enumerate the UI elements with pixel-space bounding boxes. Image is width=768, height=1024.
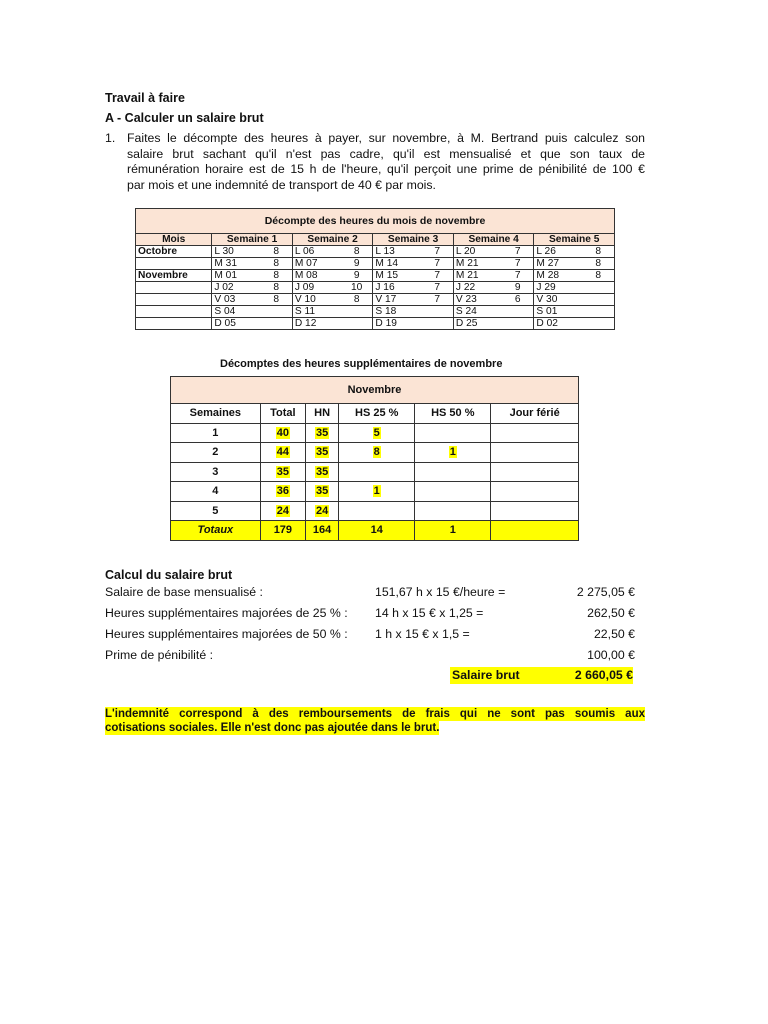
calcul-amount: 100,00 € xyxy=(587,648,635,662)
table-hs-header: HN xyxy=(306,404,339,424)
cell-day: M 08 xyxy=(292,270,341,282)
calcul-amount: 2 275,05 € xyxy=(576,585,635,599)
cell-hours xyxy=(260,306,292,318)
table-decompte-header: Semaine 3 xyxy=(373,234,454,246)
cell-day: S 11 xyxy=(292,306,341,318)
cell-hours: 8 xyxy=(583,270,615,282)
table-hs-cell xyxy=(491,423,579,443)
cell-day: V 23 xyxy=(453,294,502,306)
cell-hours: 9 xyxy=(502,282,534,294)
table-hs-value: 35 xyxy=(315,465,329,478)
table-hs-cell xyxy=(339,501,415,521)
calcul-formula: 151,67 h x 15 €/heure = xyxy=(375,585,506,599)
table-hs-value: 3 xyxy=(212,465,219,478)
cell-day: L 26 xyxy=(534,246,583,258)
calcul-amount: 262,50 € xyxy=(587,606,635,620)
calcul-title: Calcul du salaire brut xyxy=(105,568,233,582)
cell-hours xyxy=(583,318,615,330)
cell-mois xyxy=(136,306,212,318)
cell-hours: 7 xyxy=(422,246,454,258)
table-row xyxy=(171,423,579,443)
table-decompte-header: Semaine 4 xyxy=(453,234,534,246)
calcul-formula: 1 h x 15 € x 1,5 = xyxy=(375,627,470,641)
cell-hours: 8 xyxy=(260,282,292,294)
table-hs-value: 44 xyxy=(276,446,289,459)
table-row xyxy=(171,443,579,463)
cell-day: M 21 xyxy=(453,270,502,282)
table-hs-cell xyxy=(491,462,579,482)
cell-hours: 8 xyxy=(583,246,615,258)
table-hs-value: 35 xyxy=(276,465,289,478)
table-decompte-heures xyxy=(135,208,615,330)
cell-hours: 9 xyxy=(341,258,373,270)
table-hs-value: 8 xyxy=(373,446,380,459)
table-hs-cell xyxy=(339,423,415,443)
table-hs-value: 5 xyxy=(373,426,380,439)
cell-hours: 7 xyxy=(422,258,454,270)
table-hs-value: 35 xyxy=(315,485,329,498)
cell-hours xyxy=(341,306,373,318)
table-hs-cell xyxy=(306,501,339,521)
table-hs-cell xyxy=(415,501,491,521)
cell-day: S 24 xyxy=(453,306,502,318)
table-hs-cell xyxy=(339,443,415,463)
salaire-brut-amount: 2 660,05 € xyxy=(574,668,633,682)
table-hs-cell xyxy=(171,423,261,443)
table-row xyxy=(171,462,579,482)
cell-hours: 10 xyxy=(341,282,373,294)
table-row xyxy=(136,306,615,318)
cell-hours: 8 xyxy=(260,270,292,282)
table-row xyxy=(136,294,615,306)
cell-hours: 7 xyxy=(502,258,534,270)
note-line-2: cotisations sociales. Elle n'est donc pas ajoutée dans le brut. xyxy=(105,722,440,734)
table-hs-cell xyxy=(415,482,491,502)
cell-hours: 7 xyxy=(422,270,454,282)
table-hs-header: Semaines xyxy=(171,404,261,424)
heading-section-a: A - Calculer un salaire brut xyxy=(105,111,264,125)
cell-mois: Novembre xyxy=(136,270,212,282)
table-hs-cell xyxy=(260,423,305,443)
table-hs-cell xyxy=(260,462,305,482)
cell-hours: 6 xyxy=(502,294,534,306)
cell-day: M 21 xyxy=(453,258,502,270)
cell-day: L 06 xyxy=(292,246,341,258)
table-hs-cell xyxy=(491,443,579,463)
table-hs-total-cell: 14 xyxy=(339,521,415,541)
table-decompte-title: Décompte des heures du mois de novembre xyxy=(136,209,615,234)
table-hs-total-cell: 179 xyxy=(260,521,305,541)
table-hs-cell xyxy=(171,482,261,502)
cell-hours: 7 xyxy=(422,282,454,294)
cell-day: M 14 xyxy=(373,258,422,270)
calcul-label: Prime de pénibilité : xyxy=(105,648,213,662)
table-hs-cell xyxy=(306,423,339,443)
table-decompte-header: Semaine 5 xyxy=(534,234,615,246)
table-decompte-header: Mois xyxy=(136,234,212,246)
note-line-1: L'indemnité correspond à des remboursements de frais qui ne sont pas soumis aux xyxy=(105,708,645,720)
cell-day: V 30 xyxy=(534,294,583,306)
heading-travail-a-faire: Travail à faire xyxy=(105,91,185,105)
calcul-row xyxy=(105,585,635,603)
cell-mois xyxy=(136,282,212,294)
cell-day: D 19 xyxy=(373,318,422,330)
table-hs-header: Total xyxy=(260,404,305,424)
cell-hours xyxy=(583,282,615,294)
calcul-label: Salaire de base mensualisé : xyxy=(105,585,263,599)
table-hs-cell xyxy=(415,462,491,482)
cell-day: S 18 xyxy=(373,306,422,318)
table-hs-value: 40 xyxy=(276,426,289,439)
calcul-label: Heures supplémentaires majorées de 25 % : xyxy=(105,606,348,620)
calcul-formula: 14 h x 15 € x 1,25 = xyxy=(375,606,484,620)
cell-hours: 8 xyxy=(260,258,292,270)
table-hs-cell xyxy=(171,501,261,521)
task-number: 1. xyxy=(105,131,116,145)
note-indemnite xyxy=(105,707,645,735)
calcul-amount: 22,50 € xyxy=(593,627,635,641)
table-row xyxy=(136,270,615,282)
task-line: salaire brut sachant qu'il n'est pas cadre, qu'il est mensualisé et que son taux de xyxy=(127,146,645,161)
table-hs-value: 1 xyxy=(449,446,456,459)
table-hs-value: 35 xyxy=(315,426,329,439)
cell-day: L 30 xyxy=(212,246,261,258)
table-hs-caption: Décomptes des heures supplémentaires de novembre xyxy=(220,358,503,370)
cell-hours xyxy=(583,306,615,318)
cell-mois xyxy=(136,294,212,306)
table-decompte-header: Semaine 1 xyxy=(212,234,293,246)
table-row xyxy=(136,282,615,294)
cell-mois xyxy=(136,318,212,330)
calcul-row xyxy=(105,627,635,645)
table-heures-supplementaires xyxy=(170,376,579,541)
cell-day: D 12 xyxy=(292,318,341,330)
salaire-brut-total xyxy=(450,667,633,684)
table-row xyxy=(136,258,615,270)
cell-hours xyxy=(502,318,534,330)
table-hs-cell xyxy=(260,443,305,463)
table-hs-totals-row xyxy=(171,521,579,541)
table-hs-value: 4 xyxy=(212,485,219,498)
table-hs-header: HS 50 % xyxy=(415,404,491,424)
table-hs-total-cell: Totaux xyxy=(171,521,261,541)
table-hs-header: Jour férié xyxy=(491,404,579,424)
table-hs-value: 24 xyxy=(315,504,329,517)
table-row xyxy=(171,501,579,521)
cell-mois xyxy=(136,258,212,270)
table-hs-value: 1 xyxy=(212,426,219,439)
cell-day: J 29 xyxy=(534,282,583,294)
cell-day: V 17 xyxy=(373,294,422,306)
table-hs-value: 1 xyxy=(373,485,380,498)
table-hs-value: 35 xyxy=(315,446,329,459)
cell-day: V 03 xyxy=(212,294,261,306)
table-hs-value: 2 xyxy=(212,446,219,459)
cell-hours xyxy=(583,294,615,306)
cell-day: J 22 xyxy=(453,282,502,294)
task-line: Faites le décompte des heures à payer, sur novembre, à M. Bertrand puis calculez son xyxy=(127,131,645,145)
table-hs-cell xyxy=(260,482,305,502)
table-hs-header: HS 25 % xyxy=(339,404,415,424)
cell-day: J 02 xyxy=(212,282,261,294)
table-hs-cell xyxy=(415,443,491,463)
cell-hours: 7 xyxy=(502,270,534,282)
cell-day: M 07 xyxy=(292,258,341,270)
cell-day: M 31 xyxy=(212,258,261,270)
cell-day: J 09 xyxy=(292,282,341,294)
cell-hours: 8 xyxy=(341,294,373,306)
calcul-row xyxy=(105,648,635,666)
table-hs-cell xyxy=(171,443,261,463)
table-hs-total-cell: 1 xyxy=(415,521,491,541)
cell-day: M 01 xyxy=(212,270,261,282)
calcul-label: Heures supplémentaires majorées de 50 % : xyxy=(105,627,348,641)
table-row xyxy=(136,246,615,258)
cell-hours xyxy=(502,306,534,318)
cell-day: J 16 xyxy=(373,282,422,294)
cell-day: L 13 xyxy=(373,246,422,258)
cell-hours: 8 xyxy=(583,258,615,270)
salaire-brut-label: Salaire brut xyxy=(452,668,520,682)
cell-day: S 04 xyxy=(212,306,261,318)
task-line: rémunération horaire est de 15 h de l'heure, qu'il perçoit une prime de pénibilité de 100 € xyxy=(127,162,645,176)
cell-day: D 05 xyxy=(212,318,261,330)
table-hs-cell xyxy=(260,501,305,521)
cell-hours: 7 xyxy=(502,246,534,258)
table-hs-cell xyxy=(339,462,415,482)
calcul-row xyxy=(105,606,635,624)
table-hs-cell xyxy=(339,482,415,502)
table-hs-cell xyxy=(306,482,339,502)
cell-day: M 28 xyxy=(534,270,583,282)
cell-hours xyxy=(422,306,454,318)
cell-day: L 20 xyxy=(453,246,502,258)
cell-day: S 01 xyxy=(534,306,583,318)
cell-hours xyxy=(422,318,454,330)
table-row xyxy=(136,318,615,330)
table-hs-total-cell xyxy=(491,521,579,541)
table-hs-cell xyxy=(491,501,579,521)
table-hs-cell xyxy=(306,443,339,463)
cell-day: M 27 xyxy=(534,258,583,270)
table-decompte-header: Semaine 2 xyxy=(292,234,373,246)
cell-hours: 9 xyxy=(341,270,373,282)
table-hs-cell xyxy=(415,423,491,443)
cell-hours xyxy=(341,318,373,330)
table-hs-value: 24 xyxy=(276,504,289,517)
task-text xyxy=(127,131,645,193)
cell-day: M 15 xyxy=(373,270,422,282)
table-hs-cell xyxy=(491,482,579,502)
table-row xyxy=(171,482,579,502)
cell-hours: 8 xyxy=(260,246,292,258)
cell-hours: 8 xyxy=(260,294,292,306)
cell-day: D 25 xyxy=(453,318,502,330)
table-hs-title: Novembre xyxy=(171,377,579,404)
cell-hours xyxy=(260,318,292,330)
table-hs-cell xyxy=(306,462,339,482)
task-line: par mois et une indemnité de transport de 40 € par mois. xyxy=(127,177,436,192)
table-hs-value: 5 xyxy=(212,504,219,517)
table-hs-value: 36 xyxy=(276,485,289,498)
cell-day: V 10 xyxy=(292,294,341,306)
cell-hours: 7 xyxy=(422,294,454,306)
table-hs-cell xyxy=(171,462,261,482)
cell-hours: 8 xyxy=(341,246,373,258)
table-hs-total-cell: 164 xyxy=(306,521,339,541)
cell-mois: Octobre xyxy=(136,246,212,258)
cell-day: D 02 xyxy=(534,318,583,330)
